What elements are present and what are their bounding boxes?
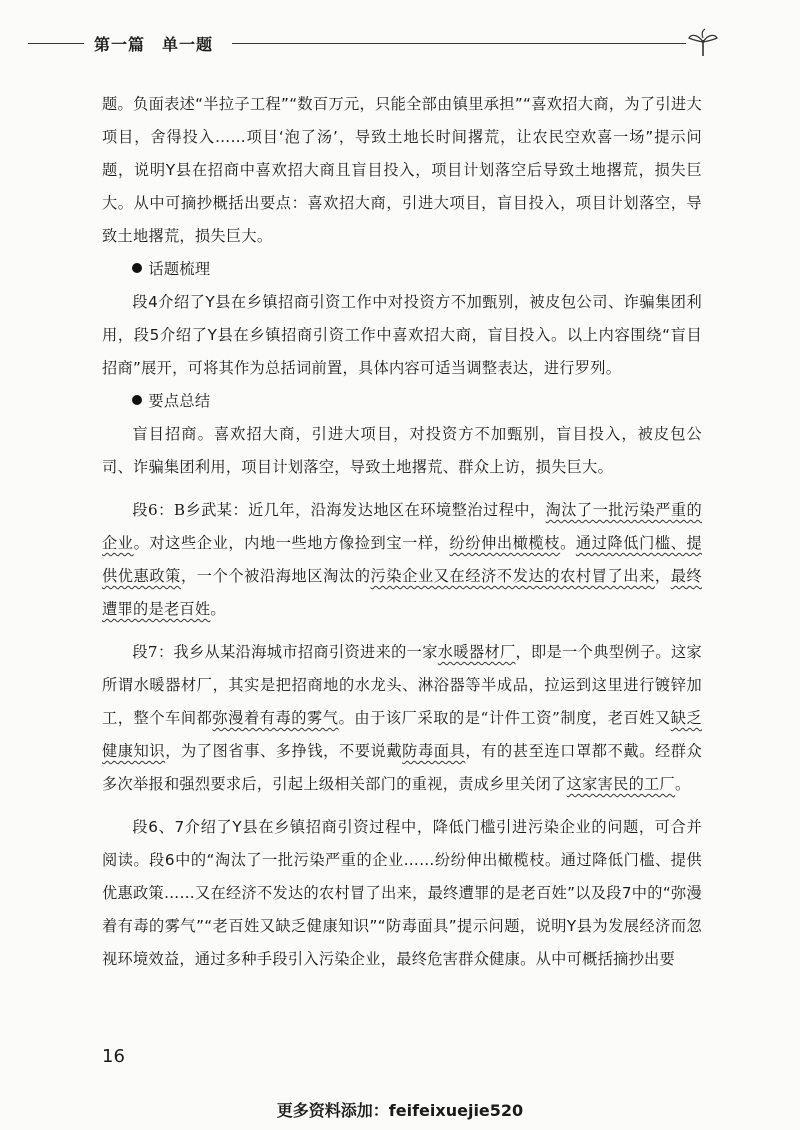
header-rule-right bbox=[232, 43, 686, 44]
page-body bbox=[102, 88, 702, 976]
text-run: ，即是一个典型例子。这家所谓水暖器材厂，其实是把招商地的水龙头、淋浴器等半成品，拉运到这里进行镀锌加工，整个车间都 bbox=[102, 643, 703, 727]
underlined-phrase: 纷纷伸出橄榄枝 bbox=[449, 534, 561, 552]
underlined-phrase: 水暖器材厂 bbox=[437, 643, 516, 661]
heading-text: 话题梳理 bbox=[148, 260, 211, 278]
bullet-icon bbox=[132, 395, 142, 405]
paragraph-analysis-6-7: 段6、7介绍了Y县在乡镇招商引资过程中，降低门槛引进污染企业的问题，可合并阅读。段6中的“淘汰了一批污染严重的企业……纷纷伸出橄榄枝。通过降低门槛、提供优惠政策……又在经济不发达的农村冒了出来，最终遭罪的是老百姓”以及段7中的“弥漫着有毒的雾气”“老百姓又缺乏健康知识”“防毒面具”提示问题，说明Y县为发展经济而忽视环境效益，通过多种手段引入污染企业，最终危害群众健康。从中可概括摘抄出要 bbox=[102, 818, 702, 968]
text-run: 。对这些企业，内地一些地方像捡到宝一样， bbox=[133, 534, 450, 552]
text-run: ， bbox=[654, 567, 671, 585]
text-run: 段6：B乡武某：近几年，沿海发达地区在环境整治过程中， bbox=[132, 501, 546, 519]
text-run: ，一个个被沿海地区淘汰的 bbox=[180, 567, 371, 585]
paragraph-summary: 盲目招商。喜欢招大商，引进大项目，对投资方不加甄别，盲目投入，被皮包公司、诈骗集团利用，项目计划落空，导致土地撂荒、群众上访，损失巨大。 bbox=[102, 425, 702, 476]
section-heading-topic bbox=[102, 253, 702, 286]
underlined-phrase: 弥漫着有毒的雾气 bbox=[212, 709, 339, 727]
text-run: ，为了图省事、多挣钱，不要说戴 bbox=[165, 742, 403, 760]
page-number: 16 bbox=[102, 1046, 125, 1067]
header-rule-left bbox=[28, 43, 84, 44]
text-run: ，有的甚至连口罩都不戴。经群众多次举报和强烈要求后，引起上级相关部门的重视，责成乡里关闭了 bbox=[102, 742, 703, 793]
chapter-title: 第一篇 单一题 bbox=[94, 35, 214, 54]
text-run: 。 bbox=[675, 775, 691, 793]
text-run: 。由于该厂采取的是“计件工资”制度，老百姓又 bbox=[338, 709, 671, 727]
bullet-icon bbox=[132, 263, 142, 273]
section-heading-summary bbox=[102, 385, 702, 418]
underlined-phrase: 这家害民的工厂 bbox=[566, 775, 676, 793]
underlined-phrase: 淘汰了一批污染严重的企业 bbox=[102, 501, 702, 552]
underlined-phrase: 缺乏健康知识 bbox=[102, 709, 702, 760]
underlined-phrase: 最终遭罪的是老百姓 bbox=[102, 567, 702, 618]
sprout-icon bbox=[686, 28, 720, 58]
heading-text: 要点总结 bbox=[148, 392, 211, 410]
text-run: 。 bbox=[560, 534, 576, 552]
case-paragraph-6 bbox=[102, 494, 702, 626]
text-run: 段7：我乡从某沿海城市招商引资进来的一家 bbox=[132, 643, 438, 661]
underlined-phrase: 通过降低门槛、提供优惠政策 bbox=[102, 534, 702, 585]
paragraph-topic-sorting: 段4介绍了Y县在乡镇招商引资工作中对投资方不加甄别，被皮包公司、诈骗集团利用，段5介绍了Y县在乡镇招商引资工作中喜欢招大商，盲目投入。以上内容围绕“盲目招商”展开，可将其作为总括词前置，具体内容可适当调整表达，进行罗列。 bbox=[102, 293, 702, 377]
running-header bbox=[0, 28, 800, 58]
case-paragraph-7 bbox=[102, 636, 702, 801]
underlined-phrase: 防毒面具 bbox=[402, 742, 466, 760]
paragraph-analysis-continued: 题。负面表述“半拉子工程”“数百万元，只能全部由镇里承担”“喜欢招大商，为了引进大项目，舍得投入……项目‘泡了汤’，导致土地长时间撂荒，让农民空欢喜一场”提示问题，说明Y县在招商中喜欢招大商且盲目投入，项目计划落空后导致土地撂荒，损失巨大。从中可摘抄概括出要点：喜欢招大商，引进大项目，盲目投入，项目计划落空，导致土地撂荒，损失巨大。 bbox=[102, 95, 702, 245]
footer-contact: 更多资料添加：feifeixuejie520 bbox=[276, 1101, 524, 1120]
text-run: 。 bbox=[210, 600, 226, 618]
underlined-phrase: 污染企业又在经济不发达的农村冒了出来 bbox=[370, 567, 655, 585]
